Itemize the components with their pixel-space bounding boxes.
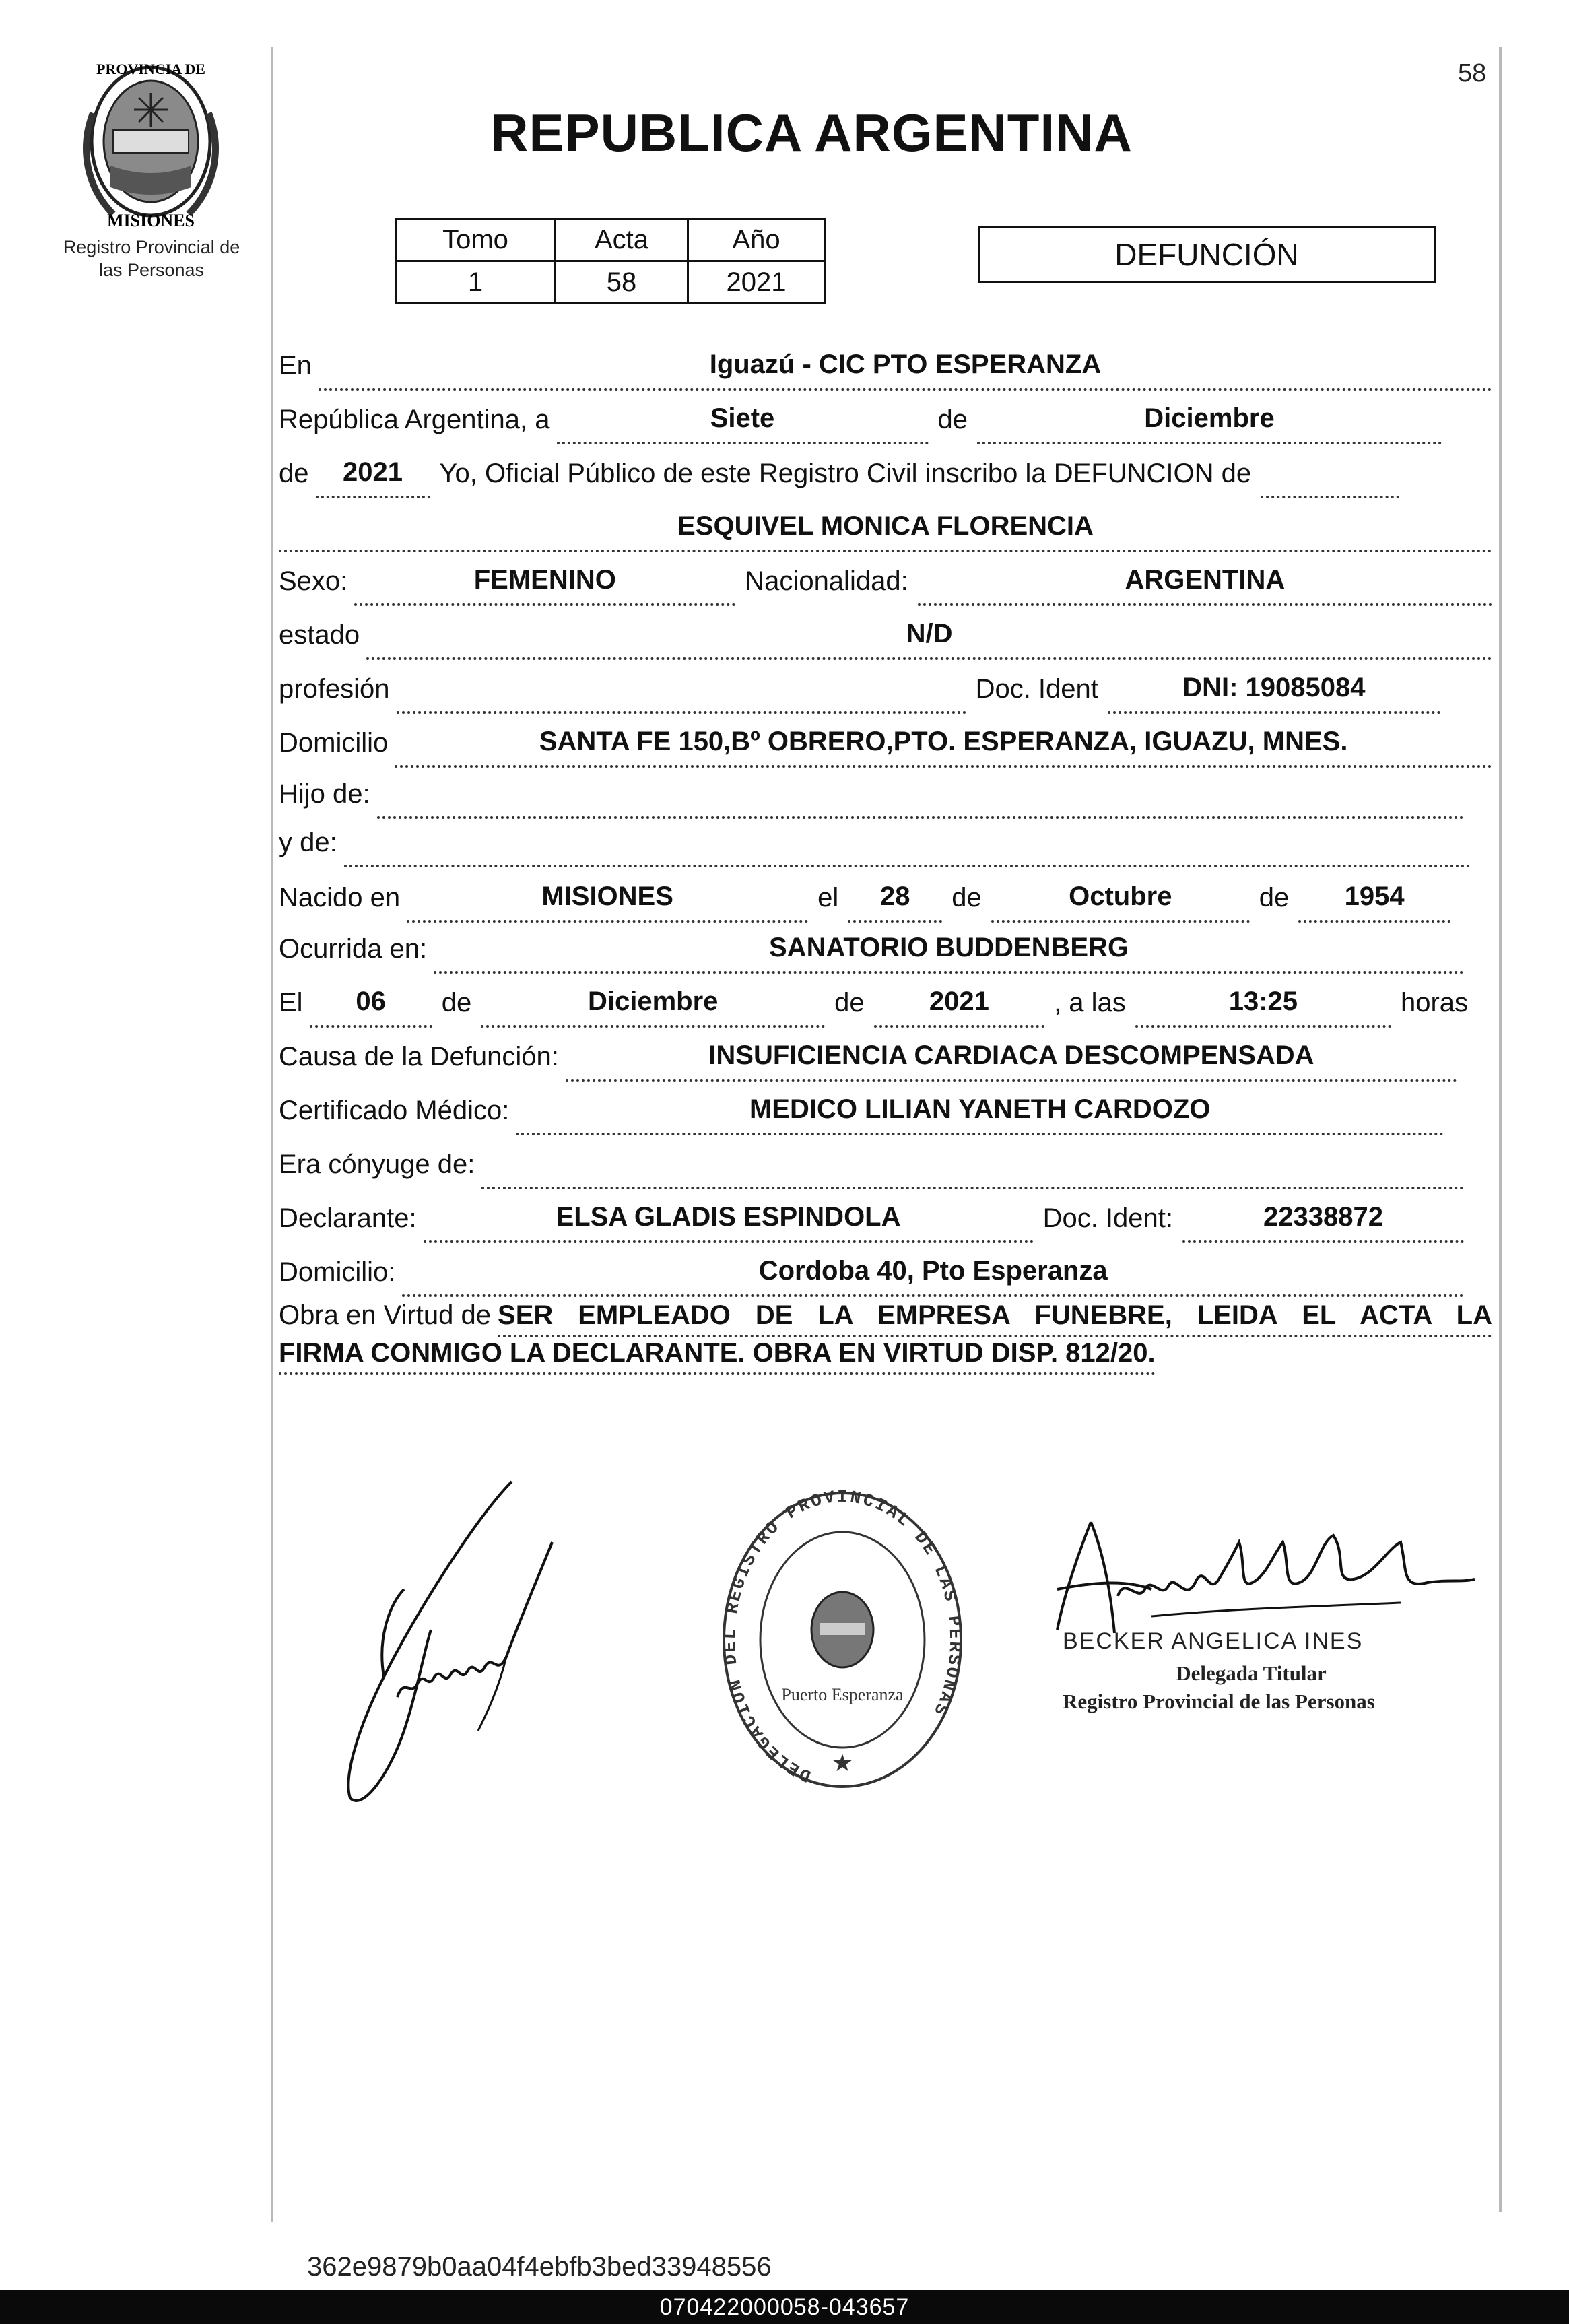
record-type-box: DEFUNCIÓN <box>978 226 1436 283</box>
organization-name <box>40 236 263 281</box>
label-declarante: Declarante: <box>279 1203 417 1233</box>
label-profesion: profesión <box>279 674 390 704</box>
field-declarante: ELSA GLADIS ESPINDOLA <box>424 1203 1034 1243</box>
label-doc-ident: Doc. Ident <box>975 674 1098 704</box>
field-nacido-dia: 28 <box>848 882 942 923</box>
row-nacimiento <box>279 882 1450 923</box>
official-role: Delegada Titular <box>1176 1661 1327 1685</box>
field-ocurrida-en: SANATORIO BUDDENBERG <box>434 933 1464 974</box>
header-tomo: Tomo <box>396 219 556 261</box>
field-hijo-de <box>377 778 1464 819</box>
row-conyuge <box>279 1149 1464 1189</box>
label-de-anio: de <box>279 459 309 488</box>
row-fecha <box>279 404 1492 444</box>
row-fallecimiento <box>279 987 1477 1028</box>
label-hijo-de: Hijo de: <box>279 779 370 809</box>
field-nacionalidad: ARGENTINA <box>918 566 1492 606</box>
registry-seal <box>719 1488 966 1791</box>
field-declarante-doc: 22338872 <box>1182 1203 1464 1243</box>
label-obra: Obra en Virtud de <box>279 1300 492 1330</box>
barcode-footer: 070422000058-043657 <box>0 2290 1569 2324</box>
field-dia-letras: Siete <box>557 404 929 444</box>
seal-inner-text: Puerto Esperanza <box>781 1685 904 1704</box>
row-anio <box>279 458 1492 498</box>
label-domicilio-declarante: Domicilio: <box>279 1257 396 1287</box>
row-causa <box>279 1041 1457 1082</box>
label-certificado: Certificado Médico: <box>279 1096 510 1125</box>
field-nacido-mes: Octubre <box>991 882 1250 923</box>
org-line-1: Registro Provincial de <box>63 237 240 257</box>
label-nacionalidad: Nacionalidad: <box>745 566 908 596</box>
official-name: BECKER ANGELICA INES <box>1063 1628 1364 1654</box>
label-y-de: y de: <box>279 828 337 857</box>
seal-ring-text: DELEGACION DEL REGISTRO PROVINCIAL DE LAS PERSONAS <box>719 1488 966 1787</box>
field-conyuge <box>481 1149 1464 1189</box>
value-acta: 58 <box>556 261 688 304</box>
field-profesion <box>397 673 966 714</box>
header-anio: Año <box>688 219 825 261</box>
row-lugar <box>279 350 1492 391</box>
org-line-2: las Personas <box>98 260 205 280</box>
field-fallecimiento-dia: 06 <box>310 987 432 1028</box>
row-declarante <box>279 1203 1464 1243</box>
row-y-de <box>279 827 1471 867</box>
record-table <box>395 218 826 304</box>
row-certificado <box>279 1095 1444 1135</box>
label-horas: horas <box>1400 988 1469 1018</box>
value-anio: 2021 <box>688 261 825 304</box>
field-domicilio: SANTA FE 150,Bº OBRERO,PTO. ESPERANZA, IGUAZU, MNES. <box>395 727 1492 768</box>
row-profesion <box>279 673 1492 714</box>
field-anio: 2021 <box>316 458 430 498</box>
page-number: 58 <box>1458 59 1487 88</box>
header-acta: Acta <box>556 219 688 261</box>
label-en: En <box>279 351 312 380</box>
emblem-text-bottom: MISIONES <box>106 211 195 230</box>
label-de-mes-nac: de <box>952 883 982 912</box>
row-estado <box>279 620 1492 660</box>
field-blank-nombre <box>1261 458 1399 498</box>
field-fallecimiento-mes: Diciembre <box>481 987 825 1028</box>
field-declarante-domicilio: Cordoba 40, Pto Esperanza <box>402 1257 1464 1297</box>
label-de-mes-fall: de <box>441 988 472 1018</box>
emblem-text-top: PROVINCIA DE <box>96 61 205 77</box>
field-hora: 13:25 <box>1135 987 1391 1028</box>
row-domicilio <box>279 727 1492 768</box>
label-republica: República Argentina, a <box>279 405 550 434</box>
field-y-de <box>344 827 1471 867</box>
field-doc-ident: DNI: 19085084 <box>1108 673 1440 714</box>
obra-en-virtud <box>279 1300 1492 1375</box>
field-sexo: FEMENINO <box>354 566 735 606</box>
field-fallecimiento-anio: 2021 <box>874 987 1044 1028</box>
row-nombre <box>279 512 1492 552</box>
official-stamp <box>1063 1628 1440 1714</box>
row-sexo <box>279 566 1492 606</box>
seal-star-icon: ★ <box>831 1749 854 1777</box>
label-causa: Causa de la Defunción: <box>279 1042 559 1071</box>
document-hash: 362e9879b0aa04f4ebfb3bed33948556 <box>307 2252 772 2282</box>
label-de-anio-fall: de <box>834 988 865 1018</box>
row-domicilio-declarante <box>279 1257 1464 1297</box>
label-estado: estado <box>279 620 360 650</box>
label-a-las: , a las <box>1054 988 1126 1018</box>
label-doc-ident-declarante: Doc. Ident: <box>1042 1203 1173 1233</box>
field-nombre: ESQUIVEL MONICA FLORENCIA <box>279 512 1492 552</box>
label-nacido-en: Nacido en <box>279 883 401 912</box>
official-signature <box>1050 1515 1481 1636</box>
field-causa: INSUFICIENCIA CARDIACA DESCOMPENSADA <box>566 1041 1457 1082</box>
label-domicilio: Domicilio <box>279 728 389 758</box>
left-margin-line <box>271 47 273 2222</box>
field-obra-linea1: SER EMPLEADO DE LA EMPRESA FUNEBRE, LEIDA EL ACTA LA <box>498 1300 1492 1337</box>
field-obra-linea2: FIRMA CONMIGO LA DECLARANTE. OBRA EN VIRTUD DISP. 812/20. <box>279 1338 1156 1375</box>
field-estado: N/D <box>366 620 1492 660</box>
field-nacido-anio: 1954 <box>1298 882 1450 923</box>
label-sexo: Sexo: <box>279 566 348 596</box>
label-el: el <box>817 883 839 912</box>
field-certificado: MEDICO LILIAN YANETH CARDOZO <box>516 1095 1444 1135</box>
right-margin-line <box>1499 47 1502 2212</box>
obra-line-2 <box>279 1337 1492 1375</box>
label-el-upper: El <box>279 988 303 1018</box>
label-conyuge: Era cónyuge de: <box>279 1150 475 1179</box>
label-yo-oficial: Yo, Oficial Público de este Registro Civil inscribo la DEFUNCION de <box>439 459 1252 488</box>
obra-line-1 <box>279 1300 1492 1337</box>
label-ocurrida-en: Ocurrida en: <box>279 934 428 964</box>
field-nacido-en: MISIONES <box>407 882 808 923</box>
label-de: de <box>937 405 968 434</box>
official-office: Registro Provincial de las Personas <box>1063 1690 1375 1713</box>
row-hijo-de <box>279 778 1464 819</box>
field-mes: Diciembre <box>977 404 1442 444</box>
row-ocurrida <box>279 933 1464 974</box>
field-lugar: Iguazú - CIC PTO ESPERANZA <box>319 350 1492 391</box>
document-title: REPUBLICA ARGENTINA <box>490 103 1133 162</box>
label-de-anio-nac: de <box>1259 883 1290 912</box>
declarant-signature <box>316 1475 613 1812</box>
value-tomo: 1 <box>396 261 556 304</box>
